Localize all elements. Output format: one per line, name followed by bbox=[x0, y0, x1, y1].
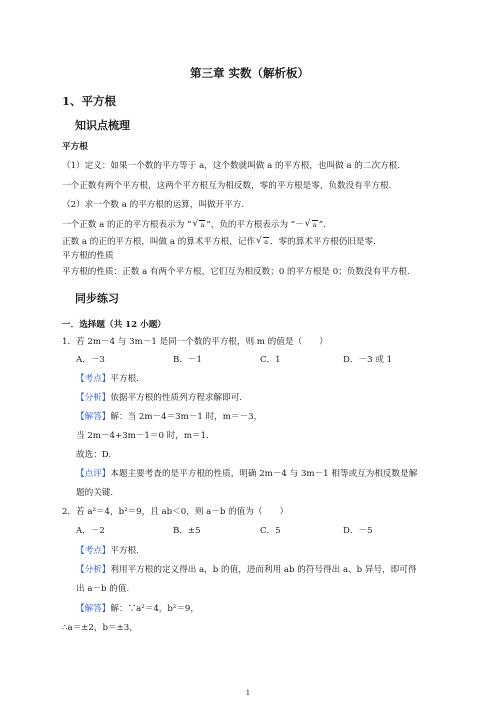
definition-line bbox=[62, 236, 376, 248]
definition-line: 一个正数有两个平方根，这两个平方根互为相反数，零的平方根是零，负数没有平方根. bbox=[62, 181, 392, 191]
option-a: A．－3 bbox=[76, 355, 105, 365]
answer-line: 故选：D. bbox=[76, 450, 112, 460]
property-text: 平方根的性质：正数 a 有两个平方根，它们互为相反数；0 的平方根是 0；负数没有平方根. bbox=[62, 267, 410, 277]
radical-a: √ a bbox=[192, 219, 205, 231]
fenxi-tag: 【分析】 bbox=[76, 565, 111, 575]
option-b: B．±5 bbox=[173, 526, 201, 536]
analysis-line: 当 2m－4+3m－1＝0 时，m＝1. bbox=[76, 431, 209, 441]
dianping-tag: 【点评】 bbox=[76, 469, 111, 479]
page-number: 1 bbox=[245, 689, 251, 697]
text-fragment: ”，负的平方根表示为 “－ bbox=[206, 220, 304, 230]
option-b: B．－1 bbox=[173, 355, 202, 365]
question-stem: 2．若 a²＝4，b²＝9，且 ab＜0，则 a－b 的值为（ ） bbox=[62, 507, 289, 517]
jieda-tag: 【解答】 bbox=[76, 412, 111, 422]
analysis-line: 【分析】依据平方根的性质列方程求解即可. bbox=[76, 393, 243, 403]
subheading: 平方根 bbox=[62, 142, 88, 152]
text-fragment: 一个正数 a 的正的平方根表示为 “ bbox=[62, 220, 192, 230]
analysis-line: 【解答】解：∵a²＝4，b²＝9， bbox=[76, 604, 199, 614]
question-stem: 1．若 2m－4 与 3m－1 是同一个数的平方根，则 m 的值是（ ） bbox=[62, 337, 328, 347]
analysis-line: 【分析】利用平方根的定义得出 a，b 的值，进而利用 ab 的符号得出 a、b 异号，即可得 bbox=[76, 565, 417, 575]
option-a: A．－2 bbox=[76, 526, 105, 536]
definition-line: （2）求一个数 a 的平方根的运算，叫做开平方. bbox=[62, 200, 245, 210]
option-c: C．5 bbox=[260, 526, 281, 536]
radical-a: √ a bbox=[305, 219, 318, 231]
option-d: D．－5 bbox=[343, 526, 373, 536]
analysis-line: ∴a＝±2，b＝±3， bbox=[62, 623, 138, 633]
property-heading: 平方根的性质 bbox=[62, 251, 114, 261]
analysis-line: 题的关键. bbox=[76, 488, 114, 498]
analysis-line: 【考点】平方根. bbox=[76, 374, 139, 384]
document-title: 第三章 实数（解析板） bbox=[190, 66, 310, 80]
part-heading: 一．选择题（共 12 小题） bbox=[62, 320, 166, 330]
fenxi-tag: 【分析】 bbox=[76, 393, 111, 403]
kaodian-tag: 【考点】 bbox=[76, 374, 111, 384]
practice-heading: 同步练习 bbox=[75, 292, 119, 305]
knowledge-heading: 知识点梳理 bbox=[75, 119, 130, 132]
option-c: C．1 bbox=[260, 355, 281, 365]
jieda-tag: 【解答】 bbox=[76, 604, 111, 614]
analysis-line: 【解答】解：当 2m－4＝3m－1 时，m＝－3， bbox=[76, 412, 263, 422]
text-fragment: ．零的算术平方根仍旧是零. bbox=[269, 237, 376, 247]
text-fragment: 正数 a 的正的平方根，叫做 a 的算术平方根，记作 bbox=[62, 237, 256, 247]
analysis-line: 【点评】本题主要考查的是平方根的性质，明确 2m－4 与 3m－1 相等或互为相反数是解 bbox=[76, 469, 418, 479]
analysis-line: 【考点】平方根. bbox=[76, 546, 139, 556]
definition-line: （1）定义：如果一个数的平方等于 a，这个数就叫做 a 的平方根，也叫做 a 的二次方根. bbox=[62, 161, 401, 171]
section-heading: 1、平方根 bbox=[62, 94, 117, 108]
definition-line bbox=[62, 219, 326, 231]
analysis-line: 出 a－b 的值. bbox=[76, 584, 130, 594]
text-fragment: ”. bbox=[318, 220, 326, 230]
option-d: D．－3 或 1 bbox=[343, 355, 393, 365]
kaodian-tag: 【考点】 bbox=[76, 546, 111, 556]
radical-a: √ a bbox=[256, 236, 269, 248]
